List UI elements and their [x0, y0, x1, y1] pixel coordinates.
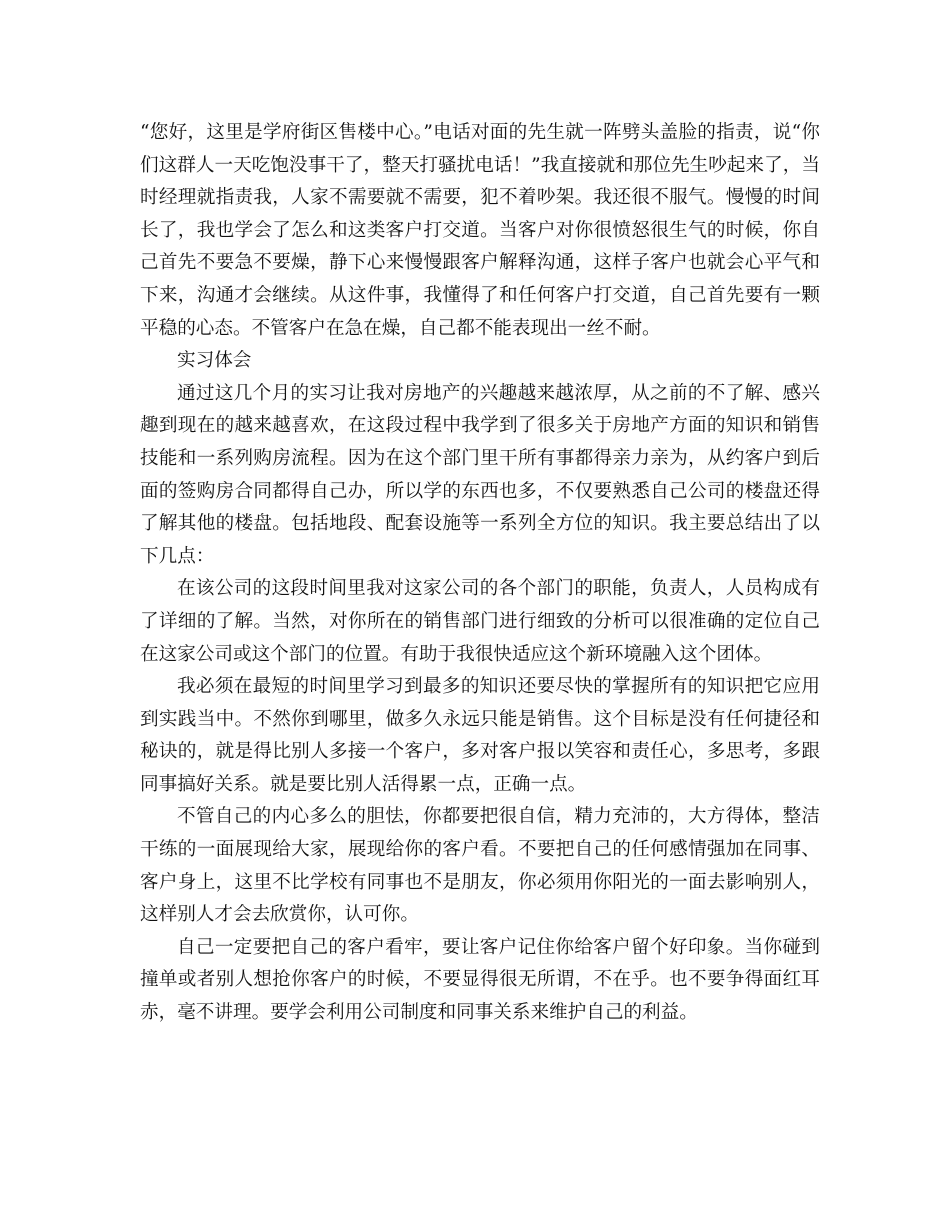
paragraph: 通过这几个月的实习让我对房地产的兴趣越来越浓厚，从之前的不了解、感兴趣到现在的越来越喜欢，在这段过程中我学到了很多关于房地产方面的知识和销售技能和一系列购房流程。因为在这个部门里干所有事都得亲力亲为，从约客户到后面的签购房合同都得自己办，所以学的东西也多，不仅要熟悉自己公司的楼盘还得了解其他的楼盘。包括地段、配套设施等一系列全方位的知识。我主要总结出了以下几点：: [140, 382, 820, 567]
section-heading: 实习体会: [177, 350, 252, 372]
document-page: [140, 117, 820, 1030]
paragraph: 在该公司的这段时间里我对这家公司的各个部门的职能，负责人，人员构成有了详细的了解。当然，对你所在的销售部门进行细致的分析可以很准确的定位自己在这家公司或这个部门的位置。有助于我很快适应这个新环境融入这个团体。: [140, 578, 820, 665]
paragraph-continued: “您好，这里是学府街区售楼中心。”电话对面的先生就一阵劈头盖脸的指责，说“你们这群人一天吃饱没事干了，整天打骚扰电话！”我直接就和那位先生吵起来了，当时经理就指责我，人家不需要就不需要，犯不着吵架。我还很不服气。慢慢的时间长了，我也学会了怎么和这类客户打交道。当客户对你很愤怒很生气的时候，你自己首先不要急不要燥，静下心来慢慢跟客户解释沟通，这样子客户也就会心平气和下来，沟通才会继续。从这件事，我懂得了和任何客户打交道，自己首先要有一颗平稳的心态。不管客户在急在燥，自己都不能表现出一丝不耐。: [140, 122, 820, 339]
paragraph: 不管自己的内心多么的胆怯，你都要把很自信，精力充沛的，大方得体，整洁干练的一面展现给大家，展现给你的客户看。不要把自己的任何感情强加在同事、客户身上，这里不比学校有同事也不是朋友，你必须用你阳光的一面去影响别人，这样别人才会去欣赏你，认可你。: [140, 806, 820, 926]
paragraph: 我必须在最短的时间里学习到最多的知识还要尽快的掌握所有的知识把它应用到实践当中。不然你到哪里，做多久永远只能是销售。这个目标是没有任何捷径和秘诀的，就是得比别人多接一个客户，多对客户报以笑容和责任心，多思考，多跟同事搞好关系。就是要比别人活得累一点，正确一点。: [140, 676, 820, 795]
paragraph: 自己一定要把自己的客户看牢，要让客户记住你给客户留个好印象。当你碰到撞单或者别人想抢你客户的时候，不要显得很无所谓，不在乎。也不要争得面红耳赤，毫不讲理。要学会利用公司制度和同事关系来维护自己的利益。: [140, 936, 820, 1024]
